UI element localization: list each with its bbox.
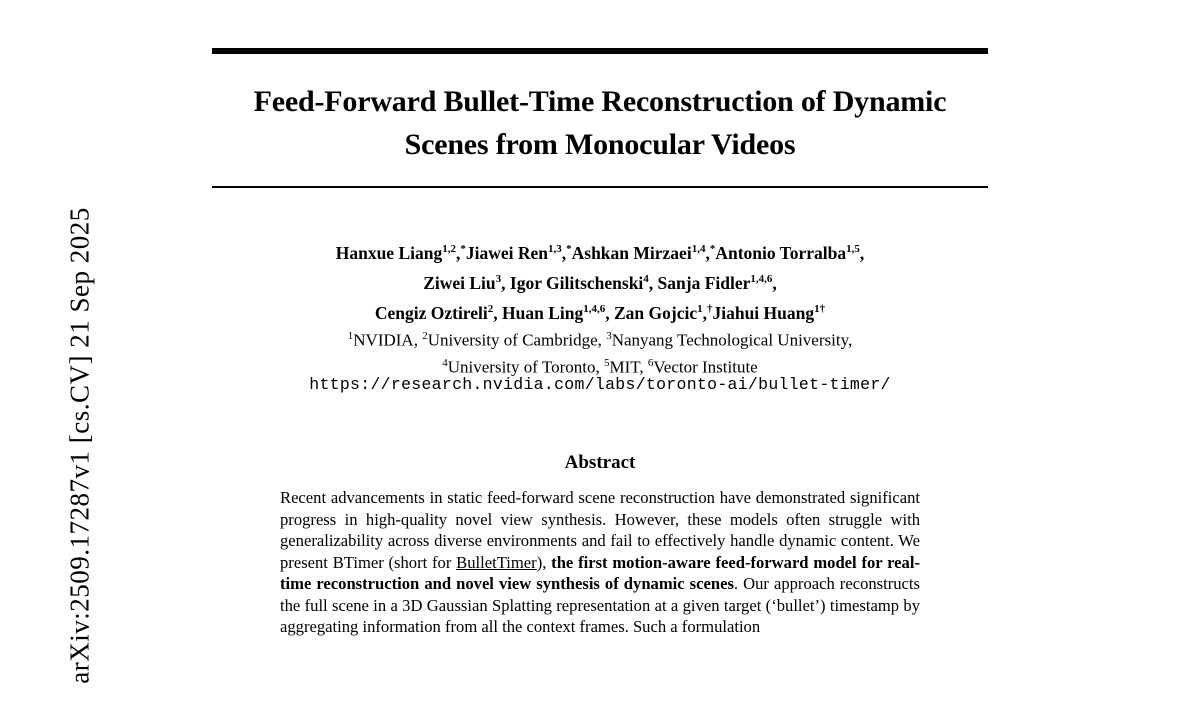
arxiv-stamp	[10, 0, 95, 684]
title-rule-top	[212, 48, 988, 54]
title-rule-bottom	[212, 186, 988, 188]
abstract-heading: Abstract	[564, 452, 636, 473]
abstract-segment-1: Recent advancements in static feed-forward scene reconstruction have demonstrated significant progress in high-quality novel view synthesis. However, these models often struggle with generalizability across diverse environments and fail to effectively handle dynamic content. We present BTimer (short for	[280, 488, 920, 572]
page-title: Feed-Forward Bullet-Time Reconstruction of Dynamic Scenes from Monocular Videos	[253, 85, 947, 161]
author-line-2: Ziwei Liu$^3$, Igor Gilitschenski$^4$, Sanja Fidler$^{1,4,6}$,	[423, 272, 777, 293]
affiliation-line-1: $^1$NVIDIA, $^2$University of Cambridge, $^3$Nanyang Technological University,	[347, 330, 853, 350]
affiliations	[212, 325, 988, 378]
affiliation-line-2: $^4$University of Toronto, $^5$MIT, $^6$Vector Institute	[442, 356, 758, 377]
arxiv-stamp-text: arXiv:2509.17287v1 [cs.CV] 21 Sep 2025	[64, 207, 95, 684]
abstract-text	[280, 487, 920, 638]
author-line-3: Cengiz Oztireli$^2$, Huan Ling$^{1,4,6}$, Zan Gojcic$^1$,†Jiahui Huang$^{1\dagger}$	[374, 302, 826, 323]
abstract-bold-claim: the first motion-aware feed-forward model for real-time reconstruction and novel view synthesis of dynamic scenes	[280, 552, 920, 593]
abstract-segment-3: . Our approach reconstructs the full scene in a 3D Gaussian Splatting representation at a given target (‘bullet’) timestamp by aggregating information from all the context frames. Such a formulation	[280, 574, 920, 636]
project-url[interactable]: https://research.nvidia.com/labs/toronto-ai/bullet-timer/	[309, 375, 891, 394]
abstract-underline-bullet: Bullet	[456, 552, 497, 572]
abstract-segment-2: ),	[536, 552, 552, 572]
abstract-underline-timer: Timer	[496, 552, 537, 572]
author-list	[212, 236, 988, 325]
author-line-1: Hanxue Liang$^{1,2}$,*Jiawei Ren$^{1,3}$,*Ashkan Mirzaei$^{1,4}$,*Antonio Torralba$^{1,5}$,	[335, 242, 865, 263]
